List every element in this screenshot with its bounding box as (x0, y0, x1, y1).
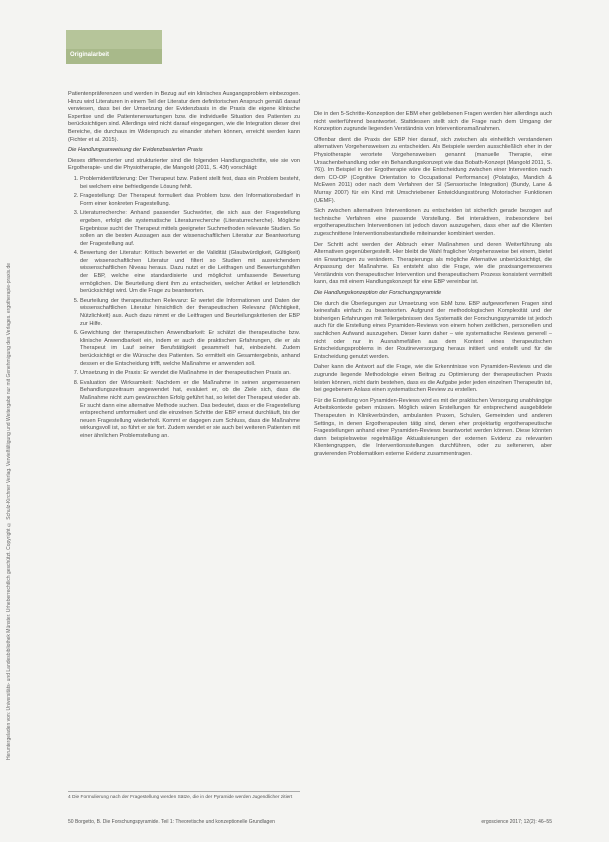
subheading: Die Handlungskonzeption der Forschungspyramide (314, 290, 442, 297)
list-item: 8. Evaluation der Wirksamkeit: Nachdem er die Maßnahme in seinen angemessenen Behandlungszeitraum angewendet hat, evaluiert er, ob die Ziele sich, dass die Maßnahme nicht zum gewünschten Erfolg geführt hat, so leitet der Therapeut wieder ab. Er sucht dann eine alternative Methode suchen. Das bedeutet, dass er die Fragestellung entsprechend umformuliert und die einzelnen Schritte der EBP erneut durchläuft, bis der neuen Fragestellung wiederholt. Kommt er dagegen zum Schluss, dass die Maßnahme wirkungsvoll ist, so führt er sie fort. Zudem wendet er sie auch bei weiteren Patienten mit einer ähnlichen Problemstellung an. (80, 380, 300, 441)
paragraph: Daher kann die Antwort auf die Frage, wie die Erkenntnisse von Pyramiden-Reviews und die zugrunde liegende Methodologie einen Beitrag zu Optimierung der therapeutischen Praxis leisten können, nicht darin bestehen, dass es die Aufgabe jeder jeden einzelnen Therapeutin ist, bei gegebenem Anlass einen systematischen Review zu erstellen. (314, 364, 552, 394)
list-item: 2. Fragestellung: Der Therapeut formuliert das Problem bzw. den Informationsbedarf in Form einer konkreten Fragestellung. (80, 193, 300, 208)
journal-reference: ergoscience 2017; 12(2): 46–55 (481, 819, 552, 825)
paragraph: Die durch die Überlegungen zur Umsetzung von EbM bzw. EBP aufgeworfenen Fragen sind keinesfalls einfach zu beantworten. Aufgrund der methodologischen Komplexität und der bisherigen Erfahrungen mit Teilergebnissen des Systematik der Forschungspyramide ist jedoch auch für die Erstellung eines Pyramiden-Reviews von einem hohen zeitlichen, personellen und sachlichen Aufwand auszugehen. Dieser kann daher – wie systematische Reviews generell – nicht oder nur in Ausnahmefällen aus dem Kontext eines therapeutischen Entscheidungsproblems in der Routineversorgung heraus initiiert und erstellt und für die Entscheidung genutzt werden. (314, 300, 552, 360)
steps-list (68, 176, 300, 441)
page-footer (68, 819, 552, 825)
list-item: 4. Bewertung der Literatur: Kritisch bewertet er die Validität (Glaubwürdigkeit, Gültigkeit) der wissenschaftlichen Literatur und filtert so Studien mit ausreichendem wissenschaftlichen Niveau heraus. Dazu nutzt er die Leitfragen und Bewertungshilfen der EBP, welche eine standardisierte und möglichst umfassende Bewertung ermöglichen. Die Beurteilung dient ihm zu entscheiden, welcher Artikel er letztendlich berücksichtigt wird. Um die Frage zu beantworten. (80, 250, 300, 296)
right-column (314, 111, 552, 462)
paragraph: Die in den 5-Schritte-Konzeption der EBM eher gebliebenen Fragen werden hier allerdings auch nicht weiterführend beantwortet. Stattdessen stellt sich die Frage nach dem Umgang der Konzeption zugrunde liegenden Verständnis von Interventionsmaßnahmen. (314, 111, 552, 133)
left-column (68, 91, 300, 443)
list-item: 7. Umsetzung in die Praxis: Er wendet die Maßnahme in der therapeutischen Praxis an. (80, 370, 300, 378)
paragraph: Dieses differenzierter und strukturierter sind die folgenden Handlungsschritte, wie sie von Ergotherapie- und die Physiotherapie, die Mangold (2011, S. 43f) vorschlägt: (68, 157, 300, 172)
list-item: 5. Beurteilung der therapeutischen Relevanz: Er wertet die Informationen und Daten der wissenschaftlichen Literatur hinsichtlich der therapeutischen Relevanz (Wichtigkeit, Nützlichkeit) aus. Auch dazu nimmt er die Leitfragen und Beurteilungskriterien der EBP zur Hilfe. (80, 298, 300, 328)
list-item: 1. Problemidentifizierung: Der Therapeut bzw. Patient stellt fest, dass ein Problem besteht, bei welchem eine befriedigende Lösung fehlt. (80, 176, 300, 191)
section-header-band (66, 30, 162, 64)
footnote: 4 Die Formulierung nach der Fragestellung werden Sätze, die in der Pyramide werden Jugendlicher zitiert (68, 791, 300, 801)
section-label: Originalarbeit (70, 52, 110, 58)
list-item: 6. Gewichtung der therapeutischen Anwendbarkeit: Er schätzt die therapeutische bzw. klinische Anwendbarkeit ein, indem er auch die praktischen Erfahrungen, die er als Therapeut im Lauf seiner Berufstätigkeit gesammelt hat, einbezieht. Zudem berücksichtigt er die Wünsche des Patienten. So ermittelt ein Gesamtergebnis, anhand dessen er die Entscheidung trifft, welche Maßnahme er anwenden soll. (80, 330, 300, 368)
footer-citation: 50 Borgetto, B. Die Forschungspyramide. Teil 1: Theoretische und konzeptionelle Grundlagen (68, 819, 275, 825)
subheading: Die Handlungsanweisung der Evidenzbasierten Praxis (68, 147, 203, 154)
list-item: 3. Literaturrecherche: Anhand passender Suchwörter, die sich aus der Fragestellung ergeben, erfolgt die systematische Literaturrecherche (Literaturrecherche). Mögliche Ergebnisse sucht der Therapeut mittels geeigneter Suchmethoden relevante Studien. So sollen an die besten Aussagen aus der wissenschaftlichen Literatur zur Beantwortung der Fragestellung auf. (80, 210, 300, 248)
paragraph: Der Schritt acht werden der Abbruch einer Maßnahmen und deren Weiterführung als Alternativen gegenübergestellt. Hier bleibt die Wahl fraglicher Vorgehensweise bei einem, bietet ein Erwartungen zu verändern. Therapierungs als mögliche Alternative unberücksichtigt, die Anpassung der Maßnahme. Es entsteht also die Frage, wie die praxisangemessenes Verständnis von therapeutischer Intervention und therapeutischem Prozess konsistent vermittelt kann, das mit einem Handlungskonzept für eine EBP vereinbar ist. (314, 241, 552, 286)
download-notice: Heruntergeladen von: Universitäts- und Landesbibliothek Münster. Urheberrechtlich geschützt. Copyright © Schulz-Kirchner Verlag. Vervielfältigung und Weitergabe nur mit Genehmigung des Verlages. ergotherapie-praxis.de (6, 262, 12, 760)
paragraph: Sich zwischen alternativen Interventionen zu entscheiden ist sicherlich gerade bezogen auf technische Verfahren eine passende Vorstellung. Bei interaktiven, insbesondere bei ergotherapeutischen Interventionen ist jedoch davon auszugehen, dass eher auf die Klienten zugeschnittene Interventionsbestandteile miteinander kombiniert werden. (314, 208, 552, 237)
header-top-strip (66, 30, 162, 49)
paragraph: Patientenpräferenzen und werden in Bezug auf ein klinisches Ausgangsproblem einbezogen. Hinzu wird Literaturen in einem Teil der Literatur dem definitorischen Anspruch gemäß darauf verwiesen, dass bei der Umsetzung der Evidenzbasis in die Praxis die eigene klinische Expertise und die Patientenerwartungen bzw. die individuelle Situation des Patienten zu berücksichtigen sind. Allerdings wird nicht darauf eingegangen, wie die Integration dieser drei Bereiche, die durchaus im Widerspruch zu einander stehen können, erreicht werden kann (Fichter et al. 2015). (68, 91, 300, 143)
paragraph: Offenbar dient die Praxis der EBP hier darauf, sich zwischen als einheitlich verstandenen alternativen Vorgehensweisen zu entscheiden. Als Beispiele werden ausschließlich eher in der Physiotherapie verortete Vorgehensweisen genannt (manuelle Therapie, eine Ursachenbehandlung oder ein Behandlungskonzept wie das Bobath-Konzept (Mangold 2011, S. 76)). Im Beispiel in der Ergotherapie wäre die Entscheidung zwischen einer Intervention nach dem CO-OP (Cognitive Orientation to Occupational Performance) (Polatajko, Mandich & McEwen 2011) oder nach dem Verfahren der SI (Sensorische Integration) (Bundy, Lane & Murray 2007) für ein Kind mit Umschriebener Entwicklungsstörung Motorischer Funktionen (UEMF). (314, 136, 552, 204)
paragraph: Für die Erstellung von Pyramiden-Reviews wird es mit der praktischen Versorgung unabhängige Arbeitskontexte geben müssen. Möglich wären Erstellungen für entsprechend ausgebildete Therapeuten in Klinikverbünden, ambulanten Praxen, Schulen, Gemeinden und anderen Settings, in denen Ergotherapeuten tätig sind, denen eher projektartig ergotherapeutische Fragestellungen anhand einer Pyramiden-Reviews beantwortet werden können. Diese könnten dann beispielsweise regelmäßige Aktualisierungen der externen Evidenz zu relevanten Klientengruppen, die Interventionsstellungen durchführen, oder zu selteneren, aber gravierenden Problematiken externe Evidenz zusammentragen. (314, 397, 552, 457)
